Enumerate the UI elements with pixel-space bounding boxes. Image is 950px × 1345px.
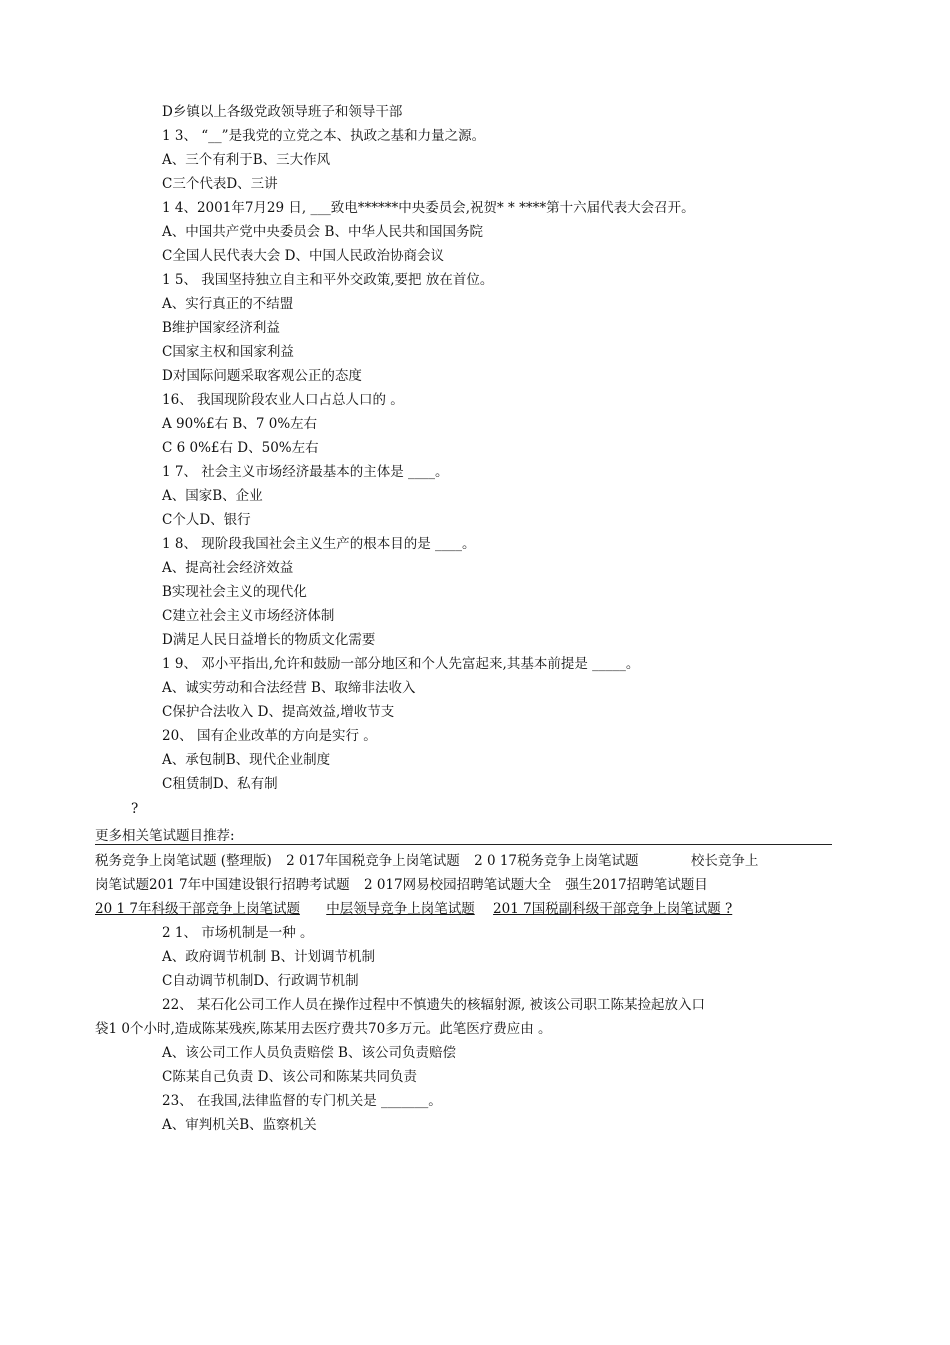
recommend-link[interactable]: 税务竞争上岗笔试题 (整理版)	[95, 853, 272, 869]
text-line: A 90%£右 B、7 0%左右	[162, 416, 318, 432]
text-line: D对国际问题采取客观公正的态度	[162, 368, 362, 384]
text-line: A、诚实劳动和合法经营 B、取缔非法收入	[162, 680, 416, 696]
text-line: A、审判机关B、监察机关	[162, 1117, 317, 1133]
recommend-row-2	[95, 876, 718, 894]
text-line: C 6 0%£右 D、50%左右	[162, 440, 319, 456]
text-line: C建立社会主义市场经济体制	[162, 608, 335, 624]
recommend-link[interactable]: 2 0 17税务竞争上岗笔试题	[474, 853, 639, 869]
recommend-link[interactable]: 201 7国税副科级干部竞争上岗笔试题 ?	[493, 901, 733, 917]
text-line: A、提高社会经济效益	[162, 560, 294, 576]
text-line: 袋1 0个小时,造成陈某残疾,陈某用去医疗费共70多万元。此笔医疗费应由 。	[95, 1021, 552, 1037]
question-13: 1 3、 “__”是我党的立党之本、执政之基和力量之源。	[162, 128, 486, 144]
question-14: 1 4、2001年7月29 日, ___致电******中央委员会,祝贺* * ****第十六届代表大会召开。	[162, 200, 695, 216]
question-20: 20、 国有企业改革的方向是实行 。	[162, 728, 377, 744]
question-19: 1 9、 邓小平指出,允许和鼓励一部分地区和个人先富起来,其基本前提是 _____。	[162, 656, 640, 672]
question-15: 1 5、 我国坚持独立自主和平外交政策,要把 放在首位。	[162, 272, 494, 288]
text-line: A、三个有利于B、三大作风	[162, 152, 331, 168]
text-line: B维护国家经济利益	[162, 320, 280, 336]
text-line: A、国家B、企业	[162, 488, 263, 504]
recommend-link[interactable]: 2 017网易校园招聘笔试题大全	[363, 877, 552, 893]
text-line: A、承包制B、现代企业制度	[162, 752, 331, 768]
recommend-heading: 更多相关笔试题目推荐:	[95, 828, 235, 844]
text-line: C租赁制D、私有制	[162, 776, 278, 792]
text-line: C陈某自己负责 D、该公司和陈某共同负责	[162, 1069, 417, 1085]
question-22: 22、 某石化公司工作人员在操作过程中不慎遗失的核辐射源, 被该公司职工陈某捡起放入口	[162, 997, 706, 1013]
recommend-link[interactable]: 20 1 7年科级干部竞争上岗笔试题	[95, 901, 300, 917]
recommend-row-3	[95, 900, 742, 918]
recommend-link[interactable]: 2 017年国税竞争上岗笔试题	[286, 853, 460, 869]
question-16: 16、 我国现阶段农业人口占总人口的 。	[162, 392, 404, 408]
text-line: C全国人民代表大会 D、中国人民政治协商会议	[162, 248, 444, 264]
text-line: C国家主权和国家利益	[162, 344, 294, 360]
question-17: 1 7、 社会主义市场经济最基本的主体是 ____。	[162, 464, 449, 480]
text-line: A、中国共产党中央委员会 B、中华人民共和国国务院	[162, 224, 483, 240]
question-21: 2 1、 市场机制是一种 。	[162, 925, 314, 941]
text-line: A、实行真正的不结盟	[162, 296, 294, 312]
recommend-row-1	[95, 852, 768, 870]
text-line: C保护合法收入 D、提高效益,增收节支	[162, 704, 395, 720]
text-line: C个人D、银行	[162, 512, 251, 528]
text-line: A、政府调节机制 B、计划调节机制	[162, 949, 375, 965]
text-line: A、该公司工作人员负责赔偿 B、该公司负责赔偿	[162, 1045, 456, 1061]
text-line: C自动调节机制D、行政调节机制	[162, 973, 359, 989]
recommend-link[interactable]: 岗笔试题201 7年中国建设银行招聘考试题	[95, 877, 350, 893]
question-18: 1 8、 现阶段我国社会主义生产的根本目的是 ____。	[162, 536, 476, 552]
text-line: D满足人民日益增长的物质文化需要	[162, 632, 376, 648]
question-mark: ?	[131, 801, 139, 817]
recommend-link[interactable]: 强生2017招聘笔试题目	[565, 877, 708, 893]
divider	[95, 844, 832, 845]
recommend-link[interactable]: 中层领导竞争上岗笔试题	[326, 901, 475, 917]
text-line: B实现社会主义的现代化	[162, 584, 307, 600]
text-line: D乡镇以上各级党政领导班子和领导干部	[162, 104, 403, 120]
text-line: C三个代表D、三讲	[162, 176, 278, 192]
recommend-link[interactable]: 校长竞争上	[690, 853, 759, 869]
question-23: 23、 在我国,法律监督的专门机关是 _______。	[162, 1093, 442, 1109]
